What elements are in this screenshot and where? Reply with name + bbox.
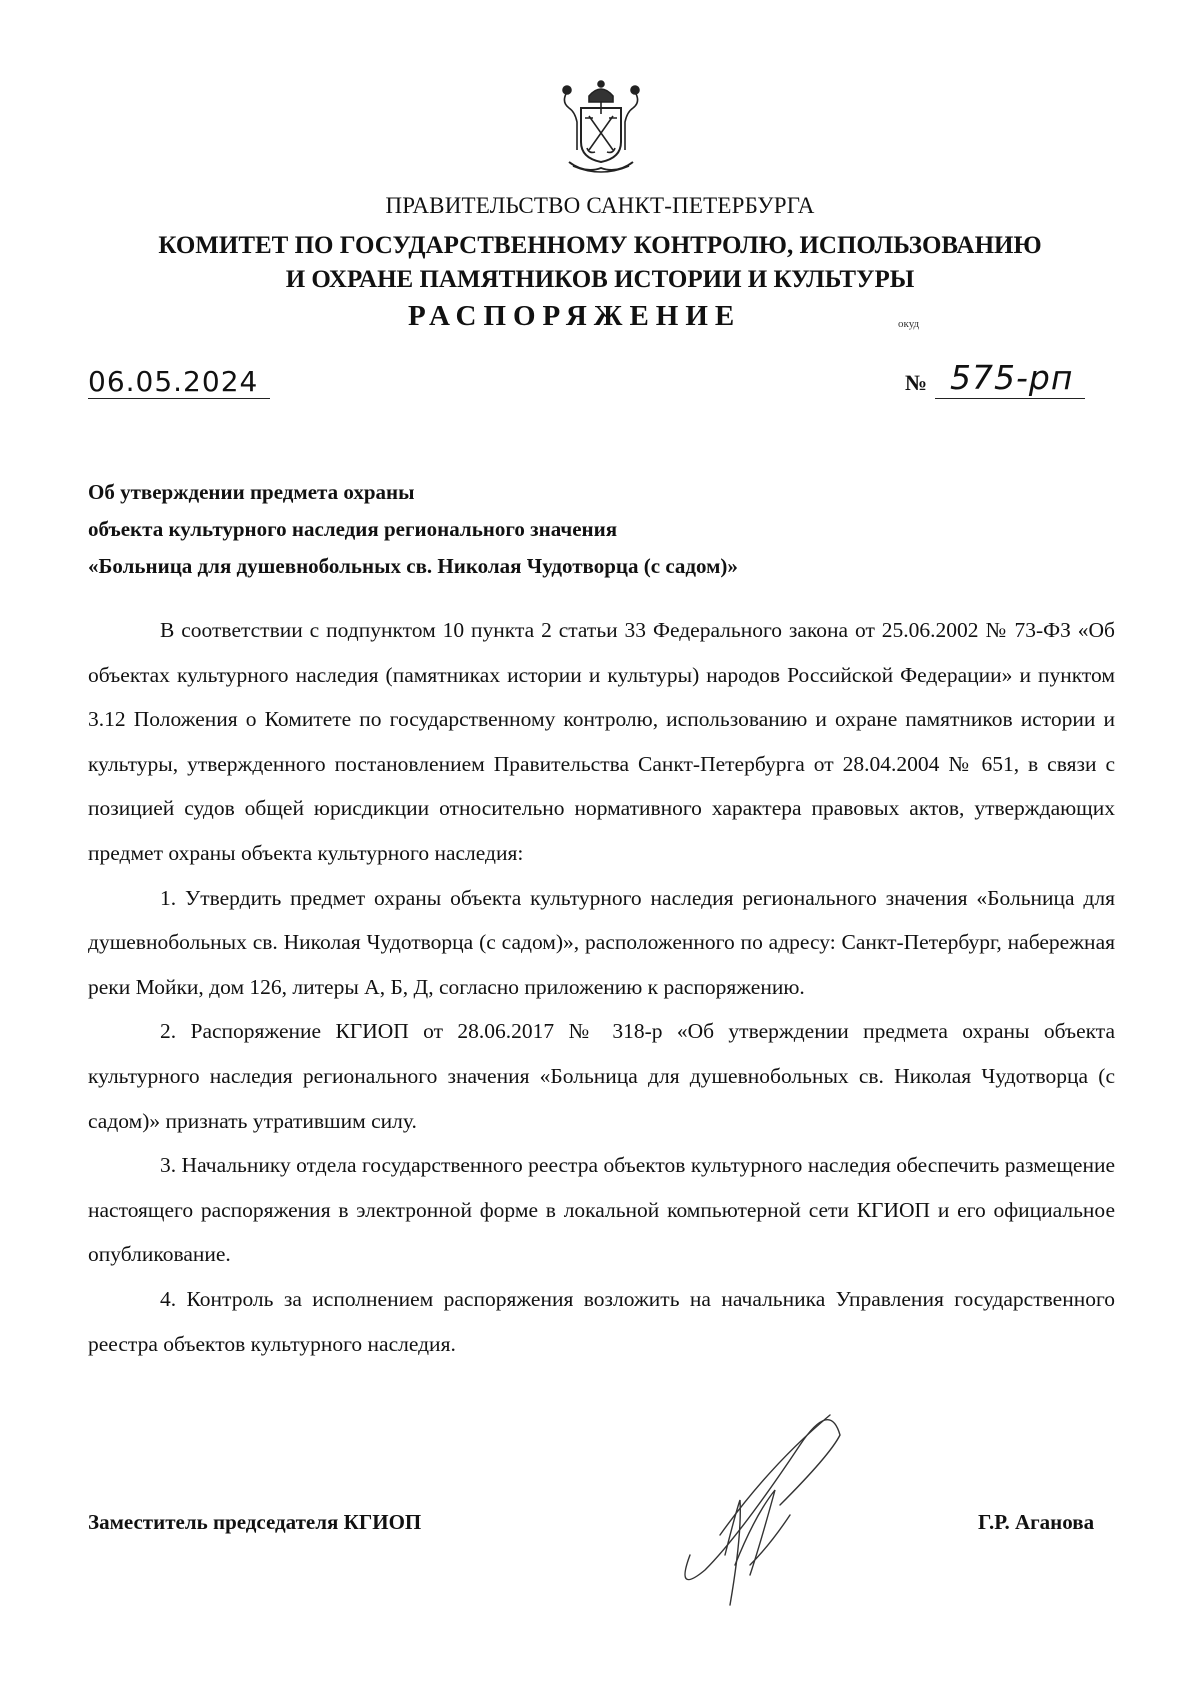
coat-of-arms-icon <box>555 78 647 176</box>
document-type: РАСПОРЯЖЕНИЕ <box>408 300 742 332</box>
subject-line-3: «Больница для душевнобольных св. Николая Чудотворца (с садом)» <box>88 554 738 578</box>
signer-name: Г.Р. Аганова <box>978 1510 1095 1534</box>
item-4-paragraph: 4. Контроль за исполнением распоряжения возложить на начальника Управления государственного реестра объектов культурного наследия. <box>88 1286 1115 1356</box>
number-sign: № <box>905 370 928 395</box>
signer-position: Заместитель председателя КГИОП <box>88 1510 422 1534</box>
committee-line-1: КОМИТЕТ ПО ГОСУДАРСТВЕННОМУ КОНТРОЛЮ, ИСПОЛЬЗОВАНИЮ <box>158 232 1042 259</box>
signature-icon <box>680 1395 910 1625</box>
committee-name <box>0 229 1200 297</box>
document-subject <box>88 474 738 585</box>
preamble-paragraph: В соответствии с подпунктом 10 пункта 2 статьи 33 Федерального закона от 25.06.2002 № 73-ФЗ «Об объектах культурного наследия (памятниках истории и культуры) народов Российской Федерации» и пунктом 3.12 Положения о Комитете по государственному контролю, использованию и охране памятников истории и культуры, утвержденного постановлением Правительства Санкт-Петербурга от 28.04.2004 № 651, в связи с позицией судов общей юрисдикции относительно нормативного характера правовых актов, утверждающих предмет охраны объекта культурного наследия: <box>88 618 1115 865</box>
document-number: 575-рп <box>950 358 1074 397</box>
document-body <box>88 608 1115 1366</box>
item-1-paragraph: 1. Утвердить предмет охраны объекта культурного наследия регионального значения «Больница для душевнобольных св. Николая Чудотворца (с садом)», расположенного по адресу: Санкт-Петербург, набережная реки Мойки, дом 126, литеры А, Б, Д, согласно приложению к распоряжению. <box>88 885 1115 999</box>
document-date: 06.05.2024 <box>88 365 259 398</box>
okud-label: окуд <box>898 318 920 330</box>
date-underline <box>88 398 270 399</box>
number-underline <box>935 398 1085 399</box>
item-2-paragraph: 2. Распоряжение КГИОП от 28.06.2017 № 318-р «Об утверждении предмета охраны объекта культурного наследия регионального значения «Больница для душевнобольных св. Николая Чудотворца (с садом)» признать утратившим силу. <box>88 1019 1115 1133</box>
committee-line-2: И ОХРАНЕ ПАМЯТНИКОВ ИСТОРИИ И КУЛЬТУРЫ <box>285 266 915 293</box>
government-name: ПРАВИТЕЛЬСТВО САНКТ-ПЕТЕРБУРГА <box>385 193 815 218</box>
subject-line-1: Об утверждении предмета охраны <box>88 480 415 504</box>
subject-line-2: объекта культурного наследия регионального значения <box>88 517 618 541</box>
item-3-paragraph: 3. Начальнику отдела государственного реестра объектов культурного наследия обеспечить размещение настоящего распоряжения в электронной форме в локальной компьютерной сети КГИОП и его официальное опубликование. <box>88 1153 1115 1267</box>
